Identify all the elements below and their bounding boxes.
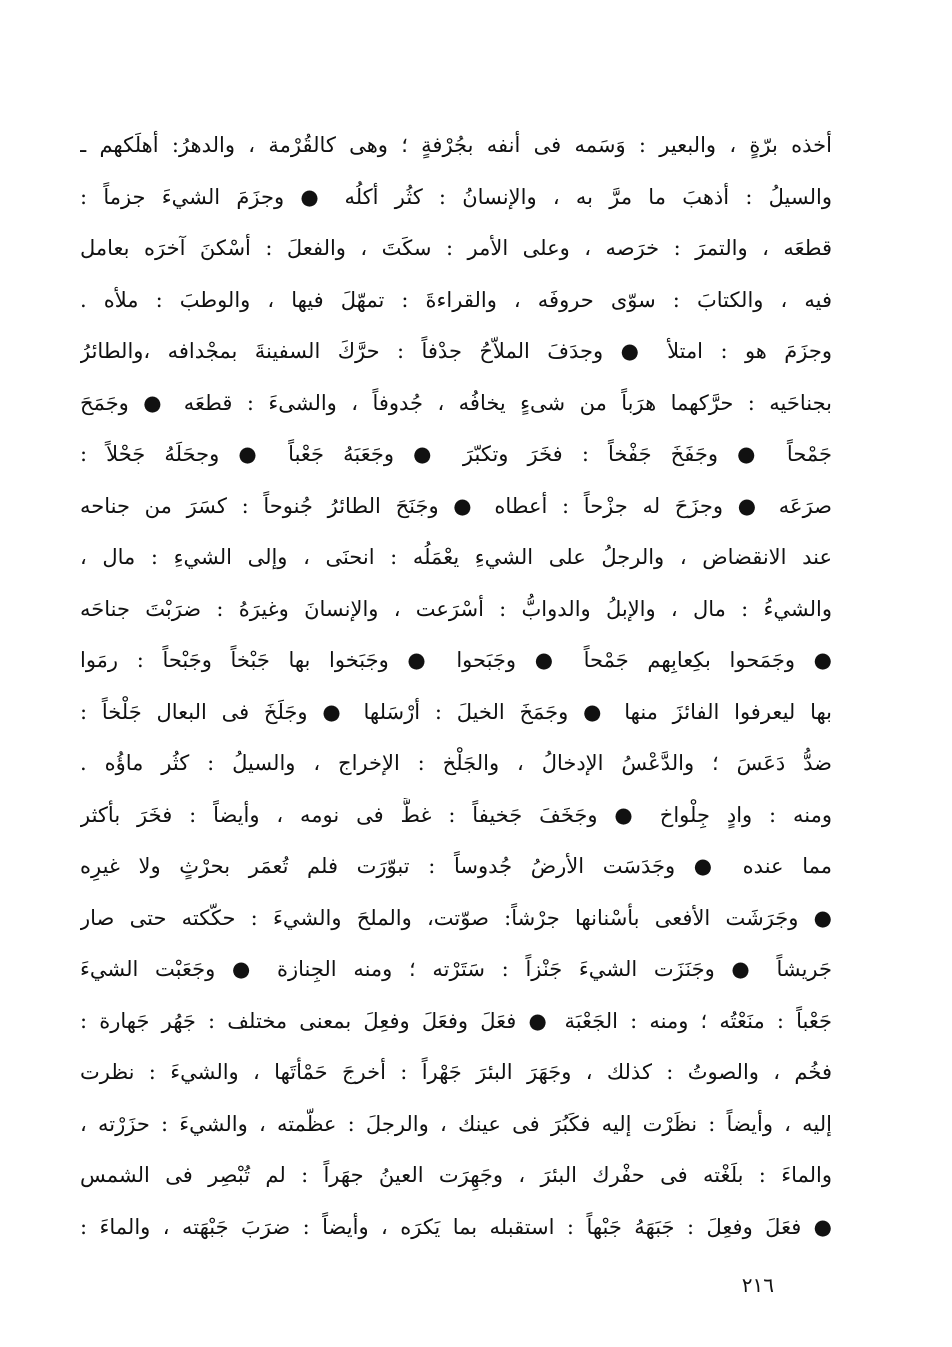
text-line: ومنه : وادٍ جِلْواخ ● وجَخَفَ جَخيفاً : غطَّ فى نومه ، وأيضاً : فخَرَ بأكثر xyxy=(80,802,832,827)
text-line: ● وجَرَشَت الأفعى بأسْنانها جرْشاً: صوّتت، والملحَ والشيءَ : حكّكته حتى صار xyxy=(80,905,832,930)
text-line: والشيءُ : مال ، والإبلُ والدوابُّ : أسْرَعت ، والإنسانَ وغيرَهُ : ضرَبْتَ جناحَه xyxy=(80,596,832,621)
text-line: بجناحَيه : حرَّكهما هرَباً من شىءٍ يخافُه ، جُدوفاً ، والشىءَ : قطعَه ● وجَمَحَ xyxy=(80,390,832,415)
text-line: قطعَه ، والتمرَ : خرَصه ، وعلى الأمر : سكَتَ ، والفعلَ : أسْكنَ آخرَه بعامل xyxy=(80,236,832,260)
text-line: جَريشاً ● وجَنَزَت الشيءَ جَنْزاً : سَتَرْته ؛ ومنه الجِنازة ● وجَعَبْت الشيءَ xyxy=(80,957,832,981)
text-line: جَمْحاً ● وجَفَخَ جَفْخاً : فخَرَ وتكبّرَ ● وجَعَبَهُ جَعْباً ● وجحَلَهُ جَحْلاً : xyxy=(80,442,832,466)
text-line: مما عنده ● وجَدَسَت الأرضُ جُدوساً : تبوّرَت فلم تُعمَر بحرْثٍ ولا غيرِه xyxy=(80,854,832,878)
text-line: عند الانقضاض ، والرجلُ على الشيءِ يعْمَلُه : انحنَى ، وإلى الشيءِ : مال ، xyxy=(80,545,832,569)
text-line: صرَعَه ● وجزَحَ له جزْحاً : أعطاه ● وجَنَحَ الطائرُ جُنوحاً : كسَرَ من جناحه xyxy=(80,493,832,518)
text-line: ● وجَمَحوا بكِعابِهم جَمْحاً ● وجَبَحوا ● وجَبَخوا بها جَبْخاً وجَبْحاً : رمَوا xyxy=(80,648,832,672)
text-line: والماءَ : بلَغْته فى حفْرك البئرَ ، وجَهِرَت العينُ جهَراً : لم تُبْصِر فى الشمس xyxy=(80,1163,832,1187)
text-line: جَعْباً : منَعْتُه ؛ ومنه : الجَعْبَة ● فعَلَ وفعَلَ وفعِلَ بمعنى مختلف : جَهُر جَهارة : xyxy=(80,1008,832,1033)
text-line: والسيلُ : أذهبَ ما مرَّ به ، والإنسانُ : كثُر أكلُه ● وجزَمَ الشيءَ جزماً : xyxy=(80,184,832,209)
text-line: بها ليعرفوا الفائزَ منها ● وجَمَخَ الخيلَ : أرْسَلها ● وجَلَخَ فى البعال جَلْخاً : xyxy=(80,699,832,724)
page-body-text xyxy=(80,128,832,1261)
text-line: أخذه برّةٍ ، والبعير : وَسَمه فى أنفه بجُرْفةٍ ؛ وهى كالقُرْمة ، والدهرُ: أهلَكهم ـ xyxy=(80,133,832,157)
text-line: فيه ، والكتابَ : سوّى حروفَه ، والقراءةَ : تمهّلَ فيها ، والوطبَ : ملأه . xyxy=(80,287,832,312)
text-line: ضدُّ دَعَسَ ؛ والدَّعْسُ الإدخالُ ، والجَلْخ : الإخراج ، والسيلُ : كثُر ماؤُه . xyxy=(80,751,832,775)
text-line: إليه ، وأيضاً : نظَرْت إليه فكَبُرَ فى عينك ، والرجلَ : عظّمته ، والشيءَ : حزَرْته ، xyxy=(80,1111,832,1136)
text-line: وجزَمَ هو : امتلأ ● وجدَفَ الملاّحُ جدْفاً : حرَّكَ السفينةَ بمجْدافه ،والطائرُ xyxy=(80,339,832,363)
text-line: فخُم ، والصوتُ : كذلك ، وجَهَرَ البئرَ جَهْراً : أخرجَ حَمْأتَها ، والشيءَ : نظرت xyxy=(80,1060,832,1084)
text-line: ● فعَلَ وفعِلَ : جَبَهَهُ جَبْهاً : استقبله بما يَكرَه ، وأيضاً : ضرَبَ جَبْهَته ، والماءَ : xyxy=(80,1214,832,1239)
page-number: ٢١٦ xyxy=(741,1273,774,1297)
